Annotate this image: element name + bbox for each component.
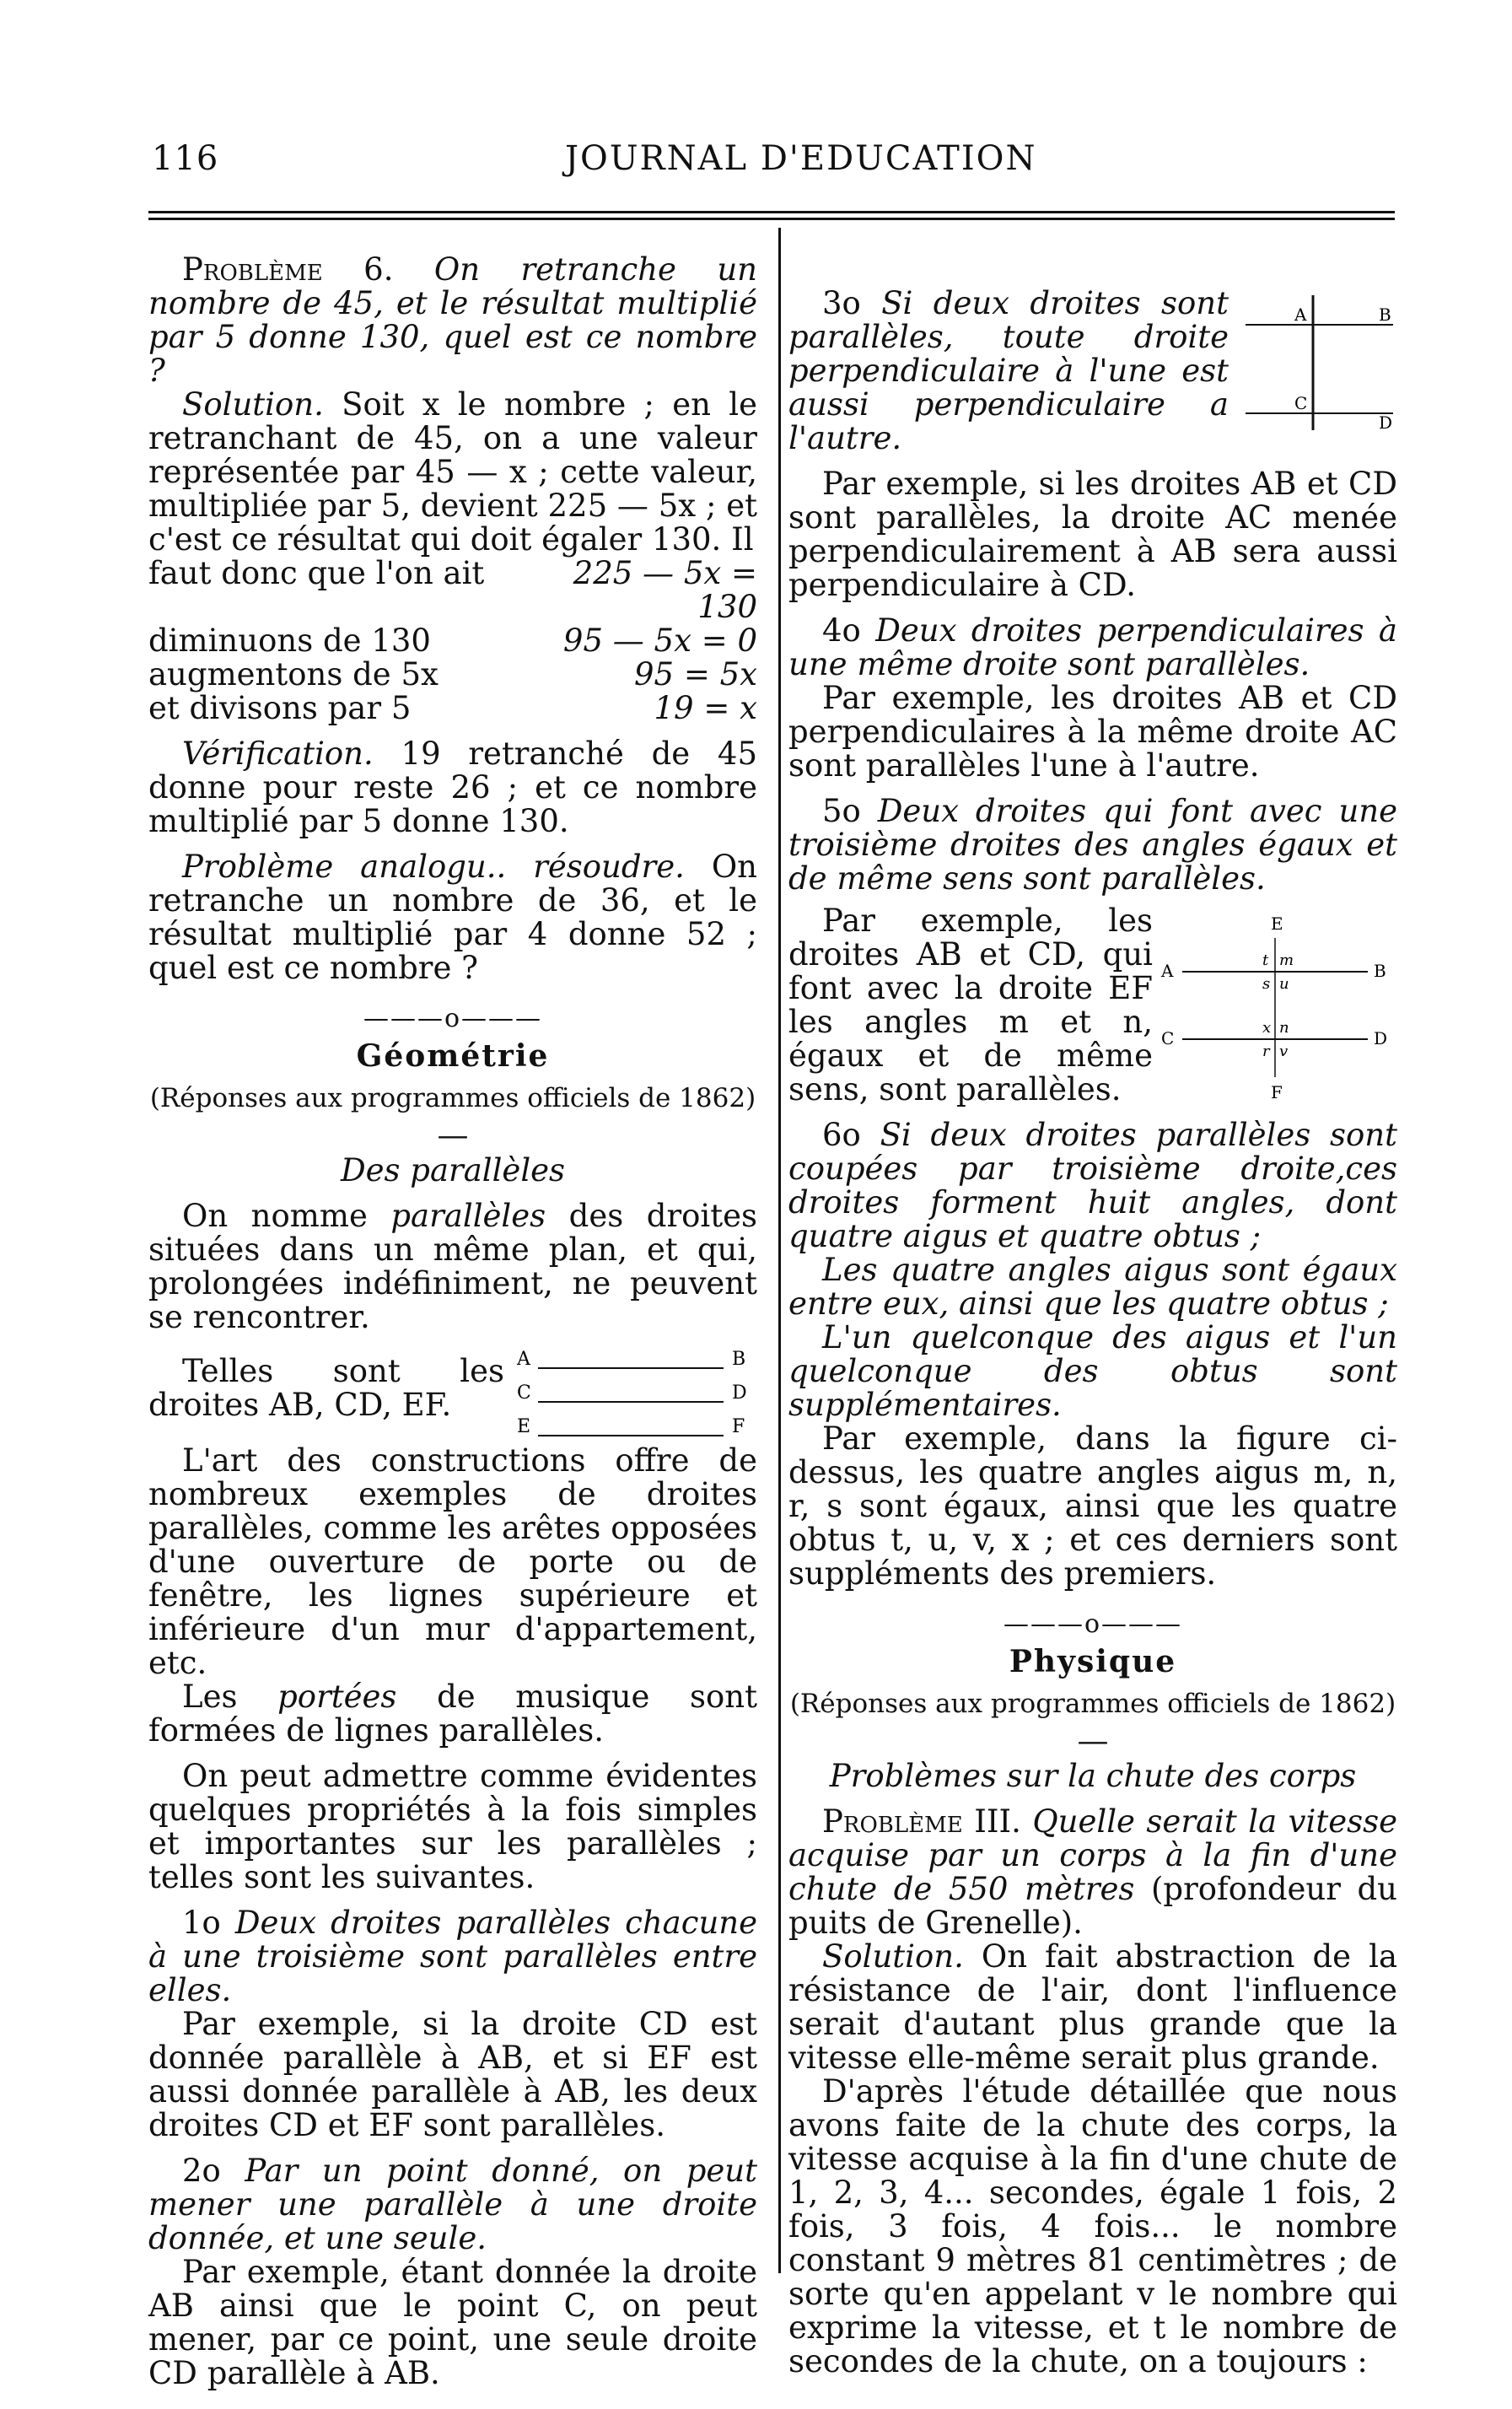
fig5-label: D <box>1374 1028 1388 1048</box>
definition-term: parallèles <box>390 1198 546 1234</box>
column-divider <box>778 228 781 2273</box>
problem-3-label: Problème III. <box>822 1803 1021 1840</box>
fig1-label: E <box>517 1416 531 1437</box>
art-paragraph: L'art des constructions offre de nombreux exemples de droites parallèles, comme les arêtes opposées d'une ouverture de porte ou de fenêtre, les lignes supérieure et inférieure d'un mur d'appartement, etc. <box>148 1442 757 1681</box>
property-6-example: Par exemple, dans la figure ci-dessus, les quatre angles aigus m, n, r, s sont égaux, ainsi que les quatre obtus t, u, v, x ; et ces derniers sont suppléments des premiers. <box>788 1420 1397 1592</box>
fig5-label: B <box>1374 961 1386 981</box>
separator-dash: — <box>437 1117 469 1153</box>
parallels-title: Des parallèles <box>340 1152 566 1188</box>
definition-post: des droites situées dans un même plan, et qui, prolongées indéfiniment, ne peuvent se rencontrer. <box>148 1198 757 1335</box>
property-3-example: Par exemple, si les droites AB et CD sont parallèles, la droite AC menée perpendiculairement à AB sera aussi perpendiculaire à CD. <box>788 466 1397 603</box>
property-number: 2o <box>182 2153 221 2189</box>
definition-pre: On nomme <box>182 1198 368 1234</box>
calc-equation: 225 — 5x = 130 <box>573 555 757 625</box>
problem-6-statement: On retranche un nombre de 45, et le résultat multiplié par 5 donne 130, quel est ce nombre ? <box>148 251 757 389</box>
property-6 <box>788 1118 1397 1253</box>
calc-line <box>148 624 757 658</box>
physics-heading: Physique <box>1009 1644 1177 1679</box>
fig5-label: A <box>1161 961 1174 981</box>
perpendicular-figure <box>1229 287 1397 430</box>
property-number: 6o <box>822 1117 861 1153</box>
geometry-subheading: (Réponses aux programmes officiels de 1862) <box>149 1083 756 1113</box>
property-statement: Si deux droites sont parallèles, toute droite perpendiculaire à l'une est aussi perpendiculaire a l'autre. <box>788 285 1229 456</box>
fig5-label: F <box>1271 1082 1283 1102</box>
solution-text: Soit x le nombre ; en le retranchant de 45, on a une valeur représentée par 45 — x ; cette valeur, multipliée par 5, devient 225 — 5x ; et c'est ce résultat qui doit égaler 130. Il <box>148 386 757 558</box>
fig1-label: D <box>732 1382 747 1404</box>
calc-line <box>148 692 757 725</box>
header-rule-bottom <box>148 218 1395 220</box>
angle-label: r <box>1262 1043 1270 1060</box>
admettre-paragraph: On peut admettre comme évidentes quelques propriétés à la fois simples et importantes sur les parallèles ; telles sont les suivantes. <box>148 1758 757 1895</box>
property-1-example: Par exemple, si la droite CD est donnée parallèle à AB, et si EF est aussi donnée parallèle à AB, les deux droites CD et EF sont parallèles. <box>148 2006 757 2143</box>
angle-label: x <box>1262 1019 1272 1037</box>
portees-post: de musique sont formées de lignes parallèles. <box>148 1679 758 1749</box>
portees-pre: Les <box>182 1679 238 1715</box>
angle-label: s <box>1262 975 1271 993</box>
problem-3-note: (profondeur du puits de Grenelle). <box>788 1871 1397 1941</box>
solution-text: On fait abstraction de la résistance de l'air, dont l'influence serait d'autant plus grande que la vitesse elle-même serait plus grande. <box>788 1938 1398 2076</box>
property-statement: Par un point donné, on peut mener une parallèle à une droite donnée, et une seule. <box>148 2153 757 2256</box>
calc-equation: 95 — 5x = 0 <box>562 622 757 659</box>
calc-equation: 19 = x <box>654 690 757 726</box>
problem-3-solution <box>788 1940 1397 2075</box>
solution-paragraph <box>148 388 757 557</box>
parallel-lines-figure <box>504 1343 757 1444</box>
analog-text: On retranche un nombre de 36, et le résultat multiplié par 4 donne 52 ; quel est ce nombre ? <box>148 849 758 986</box>
property-statement: Deux droites perpendiculaires à une même droite sont parallèles. <box>788 612 1397 682</box>
fig5-label: E <box>1271 913 1283 934</box>
problem-3-statement: Quelle serait la vitesse acquise par un corps à la fin d'une chute de 550 mètres <box>788 1803 1397 1907</box>
verification-paragraph <box>148 737 757 838</box>
telles-paragraph: Telles sont les droites AB, CD, EF. <box>148 1353 504 1423</box>
problem-6 <box>148 253 757 388</box>
angle-label: t <box>1262 951 1269 969</box>
section-ornament: ———o——— <box>363 1004 543 1033</box>
physics-subheading: (Réponses aux programmes officiels de 1862) <box>789 1689 1396 1719</box>
property-6-part-c: L'un quelconque des aigus et l'un quelconque des obtus sont supplémentaires. <box>788 1319 1397 1423</box>
property-4-example: Par exemple, les droites AB et CD perpendiculaires à la même droite AC sont parallèles l'une à l'autre. <box>788 680 1397 784</box>
fig1-label: A <box>517 1349 530 1370</box>
fig3-label: A <box>1294 304 1307 325</box>
property-2 <box>148 2154 757 2255</box>
analog-problem <box>148 850 757 985</box>
problem-3 <box>788 1805 1397 1940</box>
property-number: 1o <box>182 1905 221 1941</box>
calc-line <box>148 557 757 624</box>
property-number: 5o <box>822 793 861 829</box>
property-5-row <box>788 904 1397 1107</box>
property-statement: Deux droites parallèles chacune à une troisième sont parallèles entre elles. <box>148 1905 758 2008</box>
fig3-label: B <box>1379 304 1391 325</box>
right-column <box>788 253 1397 2379</box>
property-3-row <box>788 287 1397 455</box>
separator-dash: — <box>1077 1722 1109 1759</box>
solution-label: Solution. <box>822 1938 964 1975</box>
calc-text: faut donc que l'on ait <box>148 555 485 591</box>
study-paragraph: D'après l'étude détaillée que nous avons faite de la chute des corps, la vitesse acquise à la fin d'une chute de 1, 2, 3, 4... secondes, égale 1 fois, 2 fois, 3 fois, 4 fois... le nombre constant 9 mètres 81 centimètres ; de sorte qu'en appelant v le nombre qui exprime la vitesse, et t le nombre de secondes de la chute, on a toujours : <box>788 2073 1397 2379</box>
angle-label: m <box>1279 951 1294 969</box>
fig3-label: C <box>1294 393 1308 413</box>
calculation-lines <box>148 557 757 725</box>
problem-6-label: Problème 6. <box>182 251 394 288</box>
property-number: 3o <box>822 285 861 321</box>
header-rule-top <box>148 211 1395 213</box>
journal-title: JOURNAL D'EDUCATION <box>565 139 1037 178</box>
property-5 <box>788 795 1397 896</box>
angle-label: n <box>1279 1019 1289 1037</box>
geometry-heading: Géométrie <box>356 1038 550 1074</box>
page-number: 116 <box>152 139 219 178</box>
portees-term: portées <box>277 1679 397 1715</box>
property-5-example: Par exemple, les droites AB et CD, qui font avec la droite EF les angles m et n, égaux et de même sens, sont parallèles. <box>788 903 1153 1107</box>
section-ornament: ———o——— <box>1003 1609 1183 1639</box>
fig1-label: B <box>732 1349 746 1370</box>
falling-bodies-title: Problèmes sur la chute des corps <box>829 1758 1357 1794</box>
property-6-part-b: Les quatre angles aigus sont égaux entre eux, ainsi que les quatre obtus ; <box>788 1252 1397 1322</box>
property-4 <box>788 614 1397 682</box>
calc-text: augmentons de 5x <box>148 656 439 693</box>
calc-text: diminuons de 130 <box>148 622 431 659</box>
property-number: 4o <box>822 612 861 649</box>
calc-equation: 95 = 5x <box>633 656 757 693</box>
property-statement: Si deux droites parallèles sont coupées par troisième droite,ces droites forment huit angles, dont quatre aigus et quatre obtus ; <box>788 1117 1397 1254</box>
angle-label: u <box>1279 975 1289 993</box>
portees-paragraph <box>148 1680 757 1748</box>
analog-label: Problème analogu.. résoudre. <box>182 849 685 885</box>
parallels-figure-row <box>148 1343 757 1444</box>
verification-text: 19 retranché de 45 donne pour reste 26 ; et ce nombre multiplié par 5 donne 130. <box>148 736 757 839</box>
fig1-label: C <box>517 1382 531 1404</box>
fig5-label: C <box>1161 1028 1175 1048</box>
calc-text: et divisons par 5 <box>148 690 412 726</box>
property-statement: Deux droites qui font avec une troisième droites des angles égaux et de même sens sont parallèles. <box>788 793 1397 897</box>
calc-line <box>148 658 757 692</box>
left-column <box>148 253 757 2390</box>
verification-label: Vérification. <box>182 736 374 772</box>
property-3 <box>788 287 1229 455</box>
definition-paragraph <box>148 1199 757 1334</box>
property-2-example: Par exemple, étant donnée la droite AB ainsi que le point C, on peut mener, par ce point, une seule droite CD parallèle à AB. <box>148 2254 757 2391</box>
running-head <box>152 139 1386 190</box>
property-1 <box>148 1906 757 2008</box>
solution-label: Solution. <box>182 386 324 423</box>
angle-label: v <box>1279 1043 1289 1060</box>
fig1-label: F <box>732 1416 745 1437</box>
transversal-figure <box>1153 904 1397 1107</box>
fig3-label: D <box>1379 412 1393 430</box>
